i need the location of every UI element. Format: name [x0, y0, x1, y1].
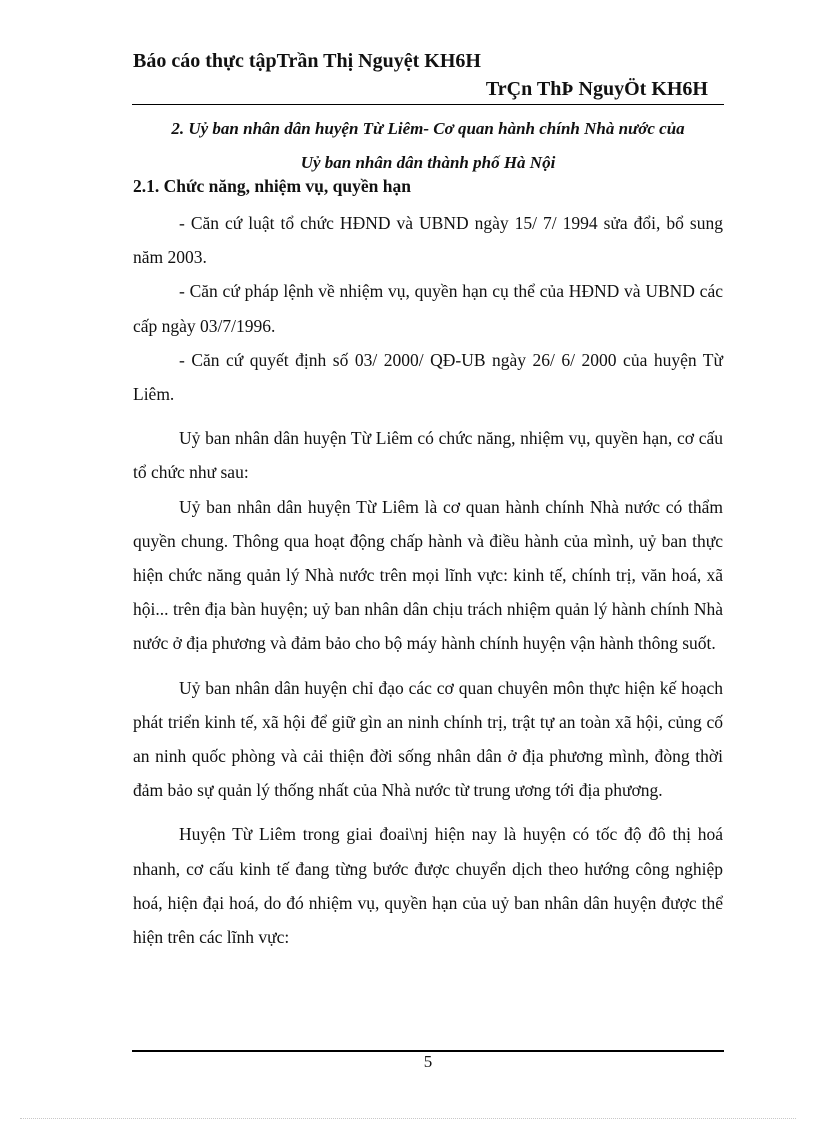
paragraph: Uỷ ban nhân dân huyện Từ Liêm có chức năng, nhiệm vụ, quyền hạn, cơ cấu tổ chức như sau:	[133, 428, 723, 483]
body-text	[133, 206, 723, 954]
page-bottom-border	[20, 1118, 796, 1119]
running-header-line-1: Báo cáo thực tậpTrần Thị Nguyệt KH6H	[133, 50, 481, 72]
header-rule	[132, 104, 724, 105]
paragraph: - Căn cứ quyết định số 03/ 2000/ QĐ-UB ngày 26/ 6/ 2000 của huyện Từ Liêm.	[133, 349, 723, 405]
page-number: 5	[423, 1052, 433, 1071]
paragraph: - Căn cứ pháp lệnh về nhiệm vụ, quyền hạn cụ thể của HĐND và UBND các cấp ngày 03/7/1996.	[133, 281, 723, 336]
running-header-line-2: TrÇn ThÞ NguyÖt KH6H	[485, 78, 708, 100]
sub-heading: 2.1. Chức năng, nhiệm vụ, quyền hạn	[133, 176, 411, 196]
paragraph: Huyện Từ Liêm trong giai đoai\nj hiện nay là huyện có tốc độ đô thị hoá nhanh, cơ cấu kinh tế đang từng bước được chuyển dịch theo hướng công nghiệp hoá, hiện đại hoá, do đó nhiệm vụ, quyền hạn của uỷ ban nhân dân huyện được thể hiện trên các lĩnh vực:	[133, 824, 723, 948]
section-title-line-2: Uỷ ban nhân dân thành phố Hà Nội	[300, 153, 556, 172]
section-title	[132, 112, 724, 180]
paragraph: Uỷ ban nhân dân huyện chỉ đạo các cơ quan chuyên môn thực hiện kế hoạch phát triển kinh tế, xã hội để giữ gìn an ninh chính trị, trật tự an toàn xã hội, củng cố an ninh quốc phòng và cải thiện đời sống nhân dân ở địa phương mình, đòng thời đảm bảo sự quản lý thống nhất của Nhà nước từ trung ương tới địa phương.	[133, 677, 723, 801]
section-title-line-1: 2. Uỷ ban nhân dân huyện Từ Liêm- Cơ quan hành chính Nhà nước của	[171, 119, 685, 138]
paragraph: - Căn cứ luật tổ chức HĐND và UBND ngày 15/ 7/ 1994 sửa đổi, bổ sung năm 2003.	[133, 213, 723, 268]
paragraph: Uỷ ban nhân dân huyện Từ Liêm là cơ quan hành chính Nhà nước có thẩm quyền chung. Thông qua hoạt động chấp hành và điều hành của mình, uỷ ban thực hiện chức năng quản lý Nhà nước trên mọi lĩnh vực: kinh tế, chính trị, văn hoá, xã hội... trên địa bàn huyện; uỷ ban nhân dân chịu trách nhiệm quản lý hành chính Nhà nước ở địa phương và đảm bảo cho bộ máy hành chính huyện vận hành thông suốt.	[133, 496, 723, 654]
